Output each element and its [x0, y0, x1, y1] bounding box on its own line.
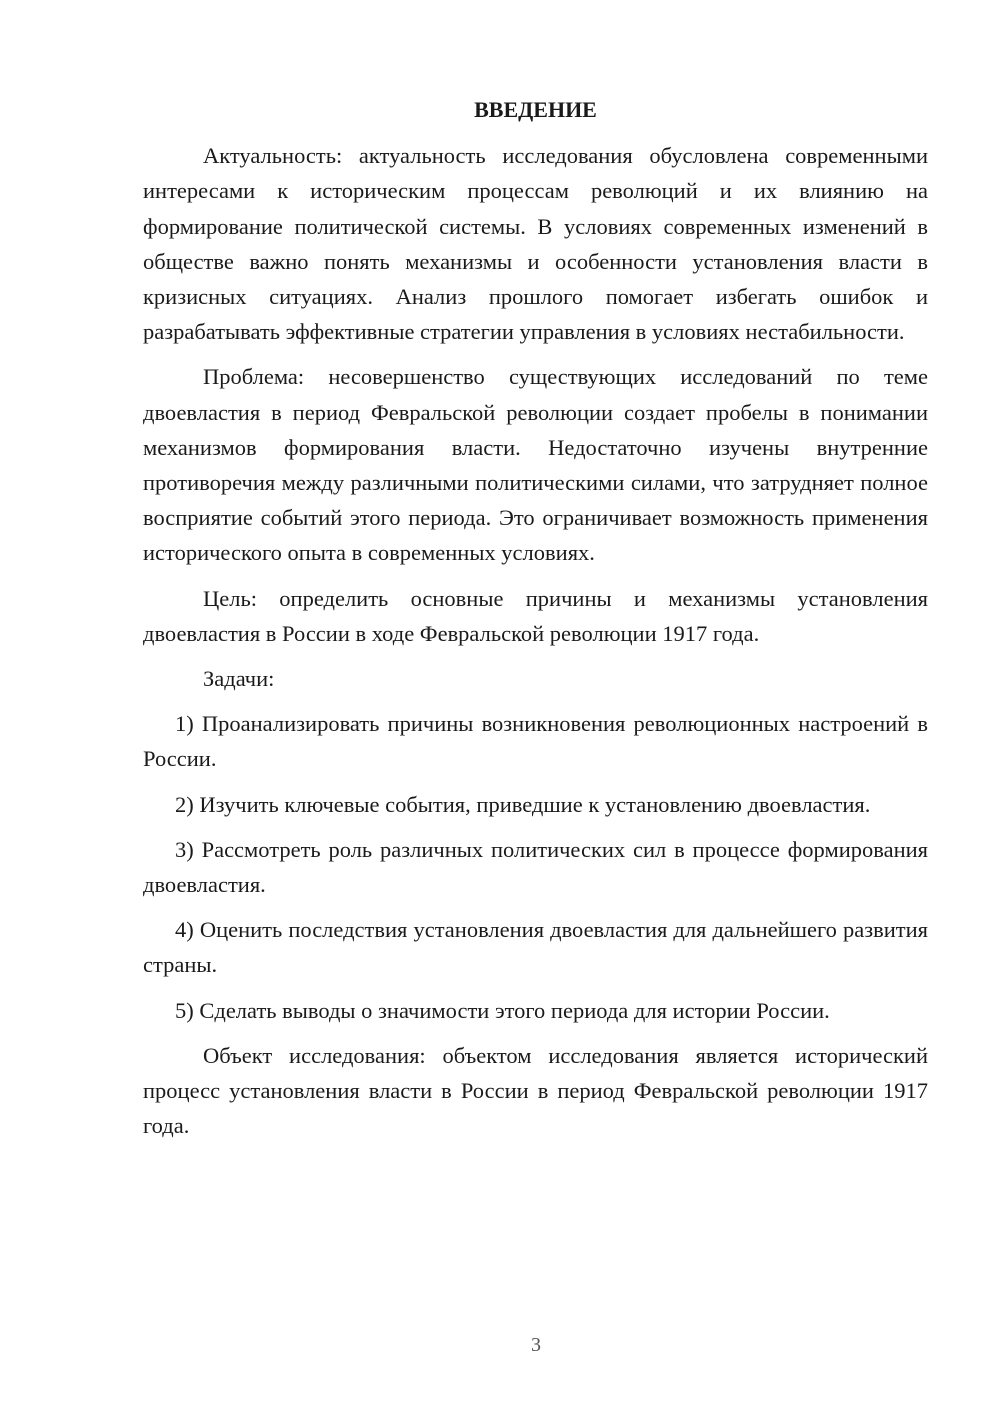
section-title: ВВЕДЕНИЕ	[474, 97, 597, 122]
task-item-5: 5) Сделать выводы о значимости этого периода для истории России.	[175, 997, 830, 1023]
page-number: 3	[531, 1334, 541, 1356]
task-item-1: 1) Проанализировать причины возникновения революционных настроений в России.	[143, 711, 928, 772]
paragraph-relevance: Актуальность: актуальность исследования обусловлена современными интересами к историческим процессам революций и их влиянию на формирование политической системы. В условиях современных изменений в обществе важно понять механизмы и особенности установления власти в кризисных ситуациях. Анализ прошлого помогает избегать ошибок и разрабатывать эффективные стратегии управления в условиях нестабильности.	[143, 143, 928, 345]
tasks-list	[143, 706, 928, 1028]
page-content	[143, 92, 928, 1153]
tasks-heading: Задачи:	[203, 666, 275, 692]
paragraph-problem: Проблема: несовершенство существующих исследований по теме двоевластия в период Февральской революции создает пробелы в понимании механизмов формирования власти. Недостаточно изучены внутренние противоречия между различными политическими силами, что затрудняет полное восприятие событий этого периода. Это ограничивает возможность применения исторического опыта в современных условиях.	[143, 364, 928, 566]
task-item-4: 4) Оценить последствия установления двоевластия для дальнейшего развития страны.	[143, 917, 928, 978]
paragraph-goal: Цель: определить основные причины и механизмы установления двоевластия в России в ходе Февральской революции 1917 года.	[143, 585, 928, 646]
paragraph-object: Объект исследования: объектом исследования является исторический процесс установления власти в России в период Февральской революции 1917 года.	[143, 1042, 928, 1139]
task-item-3: 3) Рассмотреть роль различных политических сил в процессе формирования двоевластия.	[143, 836, 928, 898]
task-item-2: 2) Изучить ключевые события, приведшие к установлению двоевластия.	[175, 791, 871, 817]
